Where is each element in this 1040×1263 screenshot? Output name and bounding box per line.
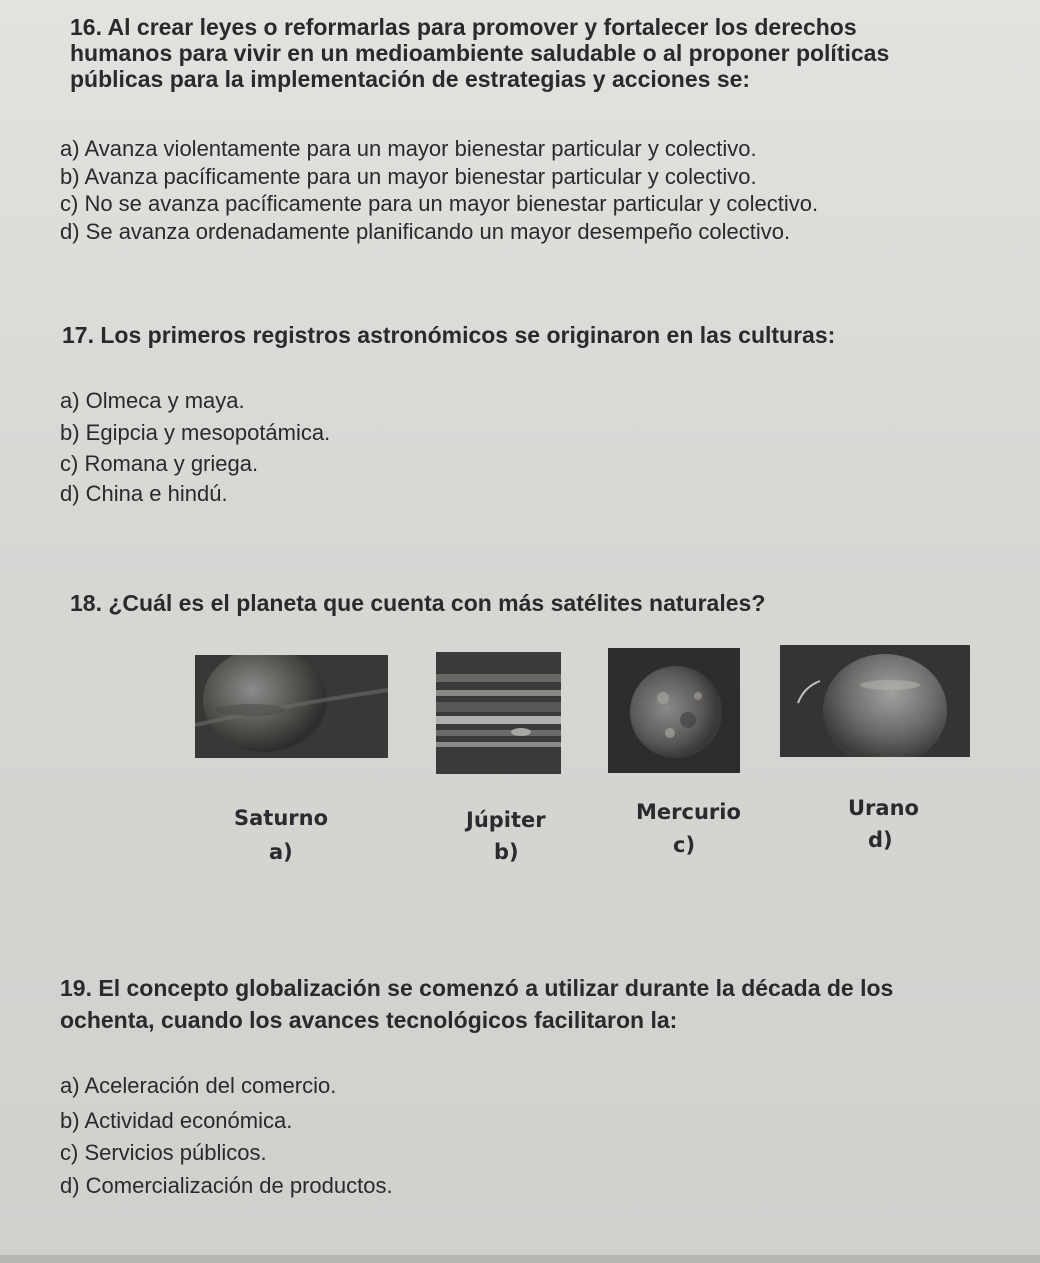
planet-name-jupiter: Júpiter <box>466 808 546 832</box>
q17-option-c: c) Romana y griega. <box>60 451 259 476</box>
question-16-line-3: públicas para la implementación de estrategias y acciones se: <box>70 66 751 92</box>
jupiter-image <box>436 652 561 774</box>
q16-option-d: d) Se avanza ordenadamente planificando un mayor desempeño colectivo. <box>60 219 791 244</box>
planet-name-saturno: Saturno <box>234 806 329 830</box>
planet-letter-b: b) <box>494 840 519 864</box>
question-19 <box>60 975 1040 1033</box>
q17-option-a: a) Olmeca y maya. <box>60 388 245 413</box>
q19-option-d: d) Comercialización de productos. <box>60 1173 393 1198</box>
q17-option-b: b) Egipcia y mesopotámica. <box>60 420 331 445</box>
question-16 <box>70 14 1030 92</box>
question-19-line-1: 19. El concepto globalización se comenzó a utilizar durante la década de los <box>60 975 894 1001</box>
q19-option-c: c) Servicios públicos. <box>60 1140 267 1165</box>
planet-letter-a: a) <box>269 840 293 864</box>
q19-option-b: b) Actividad económica. <box>60 1108 293 1133</box>
q17-option-d: d) China e hindú. <box>60 481 228 506</box>
question-19-line-2: ochenta, cuando los avances tecnológicos facilitaron la: <box>60 1007 678 1033</box>
q16-option-a: a) Avanza violentamente para un mayor bienestar particular y colectivo. <box>60 136 757 161</box>
question-16-line-2: humanos para vivir en un medioambiente saludable o al proponer políticas <box>70 40 890 66</box>
planet-letter-c: c) <box>673 833 696 857</box>
question-18: 18. ¿Cuál es el planeta que cuenta con más satélites naturales? <box>70 590 766 616</box>
planet-name-urano: Urano <box>848 796 919 820</box>
question-17: 17. Los primeros registros astronómicos se originaron en las culturas: <box>62 322 836 348</box>
uranus-image <box>780 645 970 757</box>
saturn-image <box>195 655 388 758</box>
mercury-image <box>608 648 740 773</box>
planet-name-mercurio: Mercurio <box>636 800 741 824</box>
q16-option-b: b) Avanza pacíficamente para un mayor bienestar particular y colectivo. <box>60 164 757 189</box>
question-16-line-1: 16. Al crear leyes o reformarlas para promover y fortalecer los derechos <box>70 14 857 40</box>
q19-option-a: a) Aceleración del comercio. <box>60 1073 337 1098</box>
planet-letter-d: d) <box>868 828 893 852</box>
q16-option-c: c) No se avanza pacíficamente para un mayor bienestar particular y colectivo. <box>60 191 819 216</box>
page-edge <box>0 1255 1040 1263</box>
